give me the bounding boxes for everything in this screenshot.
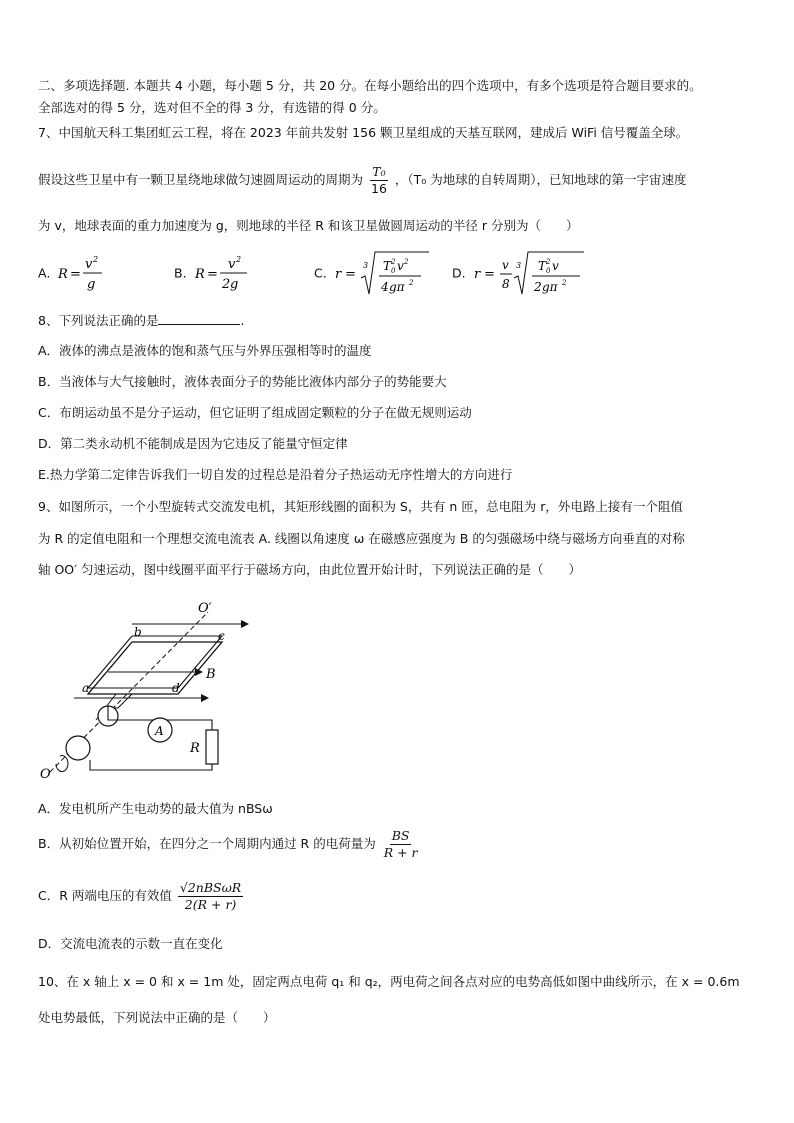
svg-text:v: v [501, 258, 509, 272]
coil-corner-b: b [134, 625, 142, 639]
svg-text:2: 2 [403, 258, 409, 266]
svg-text:v: v [227, 257, 235, 272]
svg-text:v: v [551, 259, 559, 273]
resistor [206, 730, 218, 764]
q8-option-d: D．第二类永动机不能制成是因为它违反了能量守恒定律 [38, 436, 348, 451]
q10-stem-line1: 10、在 x 轴上 x = 0 和 x = 1m 处，固定两点电荷 q₁ 和 q₂，两电荷之间各点对应的电势高低如图中曲线所示，在 x = 0.6m [38, 974, 740, 989]
svg-text:3: 3 [515, 261, 521, 270]
q7-fraction-denominator: 16 [371, 181, 387, 196]
svg-text:v: v [396, 259, 404, 273]
q7-option-b [174, 252, 265, 296]
q7-stem-line1: 7、中国航天科工集团虹云工程，将在 2023 年前共发射 156 颗卫星组成的天基互联网，建成后 WiFi 信号覆盖全球。 [38, 125, 689, 140]
q9-generator-diagram [36, 596, 276, 786]
svg-text:=: = [483, 267, 495, 282]
slip-ring-lower [66, 736, 90, 760]
svg-text:2: 2 [93, 255, 99, 264]
svg-text:2: 2 [533, 280, 542, 294]
q7-option-b-letter: B. [174, 265, 187, 281]
q9-option-b-text: B．从初始位置开始，在四分之一个周期内通过 R 的电荷量为 [38, 836, 376, 851]
svg-text:=: = [344, 267, 356, 282]
q9-option-b-denominator: R + r [383, 845, 418, 860]
coil-corner-a: a [82, 681, 90, 695]
q10-stem-line2: 处电势最低，下列说法中正确的是（ ） [38, 1010, 276, 1025]
section-header-line2: 全部选对的得 5 分，选对但不全的得 3 分，有选错的得 0 分。 [38, 100, 386, 115]
svg-text:g: g [229, 277, 238, 292]
q7-option-b-formula [191, 252, 265, 296]
ammeter-label: A [155, 724, 164, 738]
q9-stem-line2: 为 R 的定值电阻和一个理想交流电流表 A. 线圈以角速度 ω 在磁感应强度为 B 的匀强磁场中绕与磁场方向垂直的对称 [38, 531, 685, 546]
svg-text:v: v [85, 257, 93, 272]
q7-option-c [314, 248, 431, 300]
svg-text:2: 2 [561, 279, 567, 287]
section-header-line1: 二、多项选择题. 本题共 4 小题，每小题 5 分，共 20 分。在每小题给出的四个选项中，有多个选项是符合题目要求的。 [38, 78, 702, 93]
svg-text:R: R [194, 267, 205, 282]
svg-text:r: r [334, 267, 341, 282]
q8-option-b: B．当液体与大气接触时，液体表面分子的势能比液体内部分子的势能要大 [38, 374, 447, 389]
q7-stem-line2-post: ，（T₀ 为地球的自转周期），已知地球的第一宇宙速度 [394, 172, 687, 187]
q9-option-b-fraction [382, 828, 420, 861]
svg-text:0: 0 [390, 267, 396, 275]
svg-text:2: 2 [390, 258, 396, 266]
q9-option-d: D．交流电流表的示数一直在变化 [38, 936, 223, 951]
svg-text:r: r [473, 267, 480, 282]
q7-option-a-formula [54, 252, 118, 296]
svg-text:=: = [70, 267, 82, 282]
q9-option-a: A．发电机所产生电动势的最大值为 nBSω [38, 801, 273, 816]
q7-option-c-formula [331, 248, 431, 300]
axis-label-o-prime: O′ [198, 601, 212, 616]
svg-text:3: 3 [362, 261, 368, 270]
q9-option-c-numerator: √2nBSωR [179, 880, 242, 895]
q8-answer-blank [158, 312, 240, 325]
q7-stem-line2-pre: 假设这些卫星中有一颗卫星绕地球做匀速圆周运动的周期为 [38, 172, 364, 187]
q9-option-c [38, 878, 245, 914]
q9-option-c-fraction [178, 880, 243, 913]
q7-option-c-letter: C. [314, 265, 327, 281]
q9-option-b [38, 826, 422, 862]
svg-text:2: 2 [235, 255, 241, 264]
q8-option-c: C．布朗运动虽不是分子运动，但它证明了组成固定颗粒的分子在做无规则运动 [38, 405, 472, 420]
svg-text:gπ: gπ [388, 280, 405, 294]
q9-stem-line3: 轴 OO′ 匀速运动，图中线圈平面平行于磁场方向，由此位置开始计时，下列说法正确的是（ ） [38, 562, 581, 577]
q7-option-a-letter: A. [38, 265, 51, 281]
svg-text:T: T [382, 259, 391, 273]
svg-text:T: T [537, 259, 546, 273]
q9-option-c-text: C．R 两端电压的有效值 [38, 888, 172, 903]
svg-text:2: 2 [221, 277, 230, 292]
svg-text:gπ: gπ [541, 280, 558, 294]
q8-stem [38, 312, 244, 330]
coil-corner-c: c [218, 629, 225, 643]
svg-text:0: 0 [545, 267, 551, 275]
svg-text:g: g [87, 277, 96, 292]
q8-option-a: A．液体的沸点是液体的饱和蒸气压与外界压强相等时的温度 [38, 343, 372, 358]
q8-stem-text: 8、下列说法正确的是 [38, 313, 159, 328]
svg-text:4: 4 [380, 280, 389, 294]
q7-stem-line3: 为 v，地球表面的重力加速度为 g，则地球的半径 R 和该卫星做圆周运动的半径 r 分别为（ ） [38, 218, 579, 233]
q8-option-e: E.热力学第二定律告诉我们一切自发的过程总是沿着分子热运动无序性增大的方向进行 [38, 467, 513, 482]
svg-text:8: 8 [501, 277, 510, 291]
resistor-label: R [190, 741, 200, 756]
rectangular-coil [88, 642, 222, 694]
field-label-b: B [206, 667, 216, 682]
q9-option-c-denominator: 2(R + r) [184, 897, 237, 912]
q7-option-a [38, 252, 118, 296]
axis-label-o: O [40, 767, 51, 782]
q7-fraction-numerator: T₀ [372, 164, 386, 179]
q7-option-d [452, 248, 590, 300]
q9-stem-line1: 9、如图所示，一个小型旋转式交流发电机，其矩形线圈的面积为 S，共有 n 匝，总电阻为 r，外电路上接有一个阻值 [38, 499, 683, 514]
svg-text:2: 2 [545, 258, 551, 266]
coil-corner-d: d [172, 681, 180, 695]
svg-text:R: R [58, 267, 69, 282]
q7-period-fraction [369, 164, 389, 197]
q7-option-d-formula [470, 248, 590, 300]
q7-option-d-letter: D. [452, 265, 466, 281]
q7-stem-line2 [38, 164, 687, 197]
svg-text:2: 2 [408, 279, 414, 287]
q8-stem-end: . [240, 313, 245, 328]
svg-text:=: = [206, 267, 218, 282]
q9-option-b-numerator: BS [391, 828, 410, 843]
